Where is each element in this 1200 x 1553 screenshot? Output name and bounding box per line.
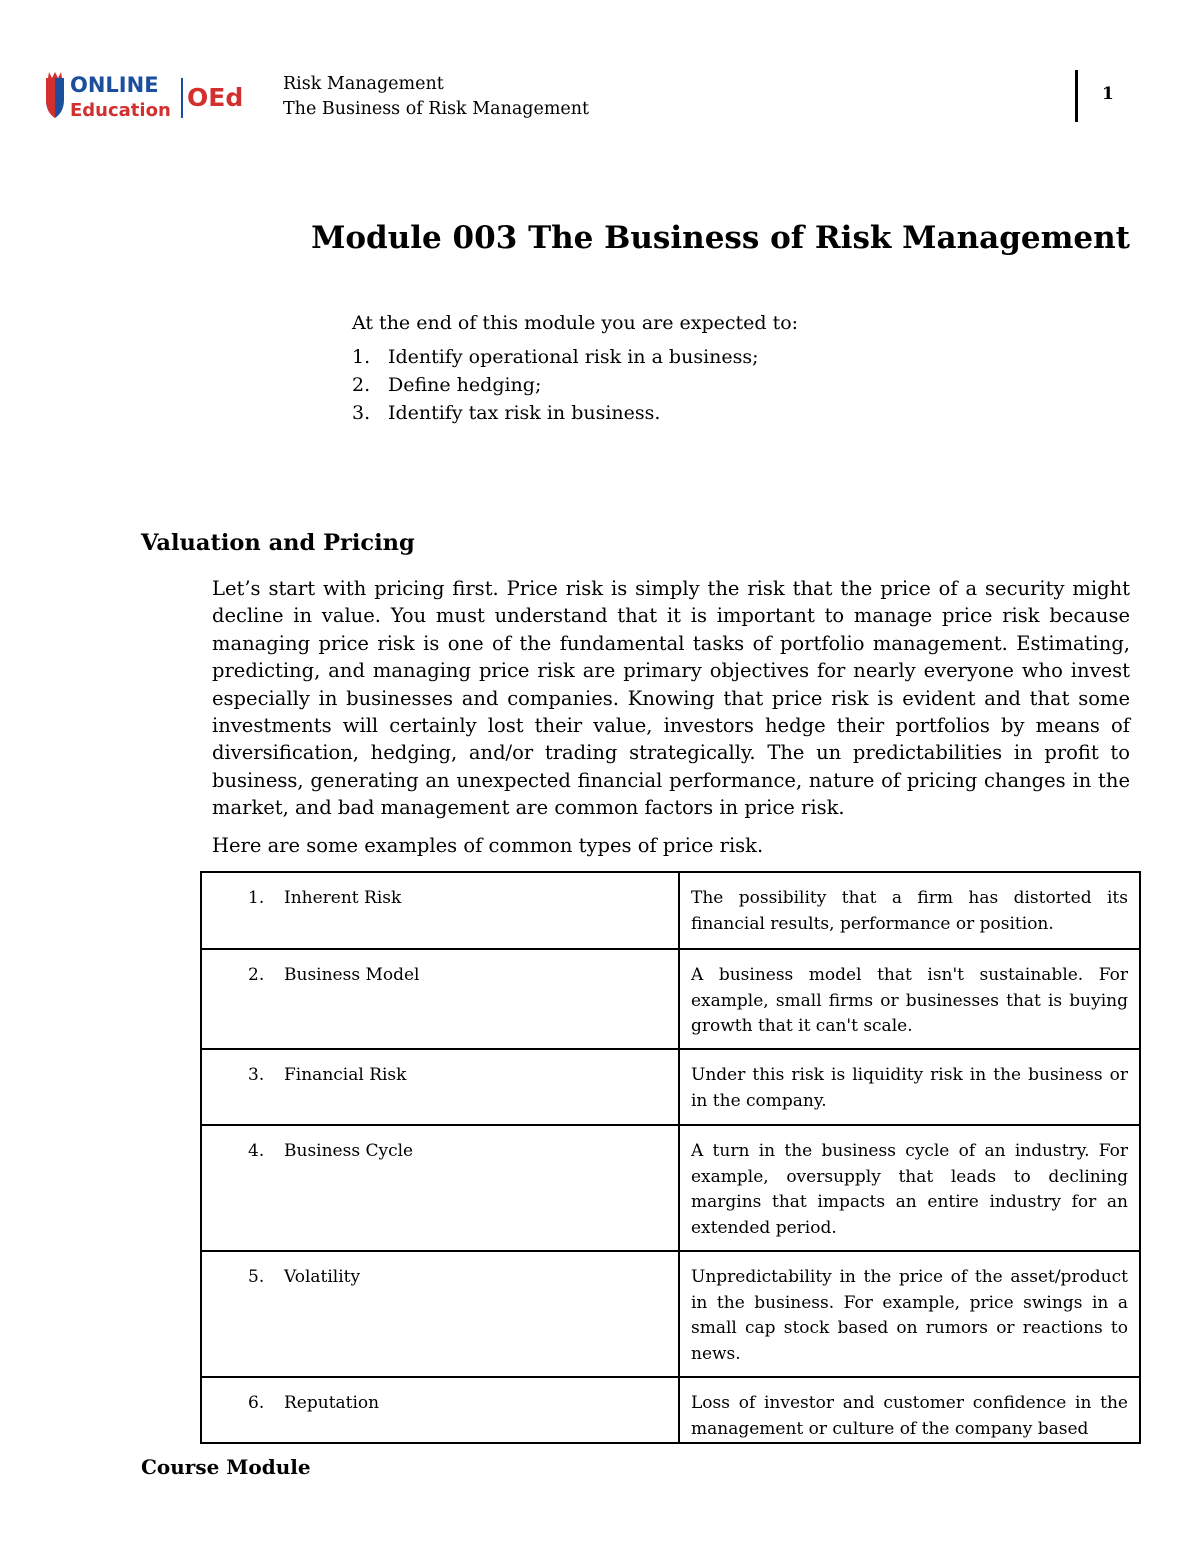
table-row: 3. Financial Risk Under this risk is liquidity risk in the business or in the company. bbox=[201, 1049, 1140, 1125]
risk-name: Financial Risk bbox=[284, 1065, 407, 1085]
table-row: 4. Business Cycle A turn in the business cycle of an industry. For example, oversupply that leads to declining margins that impacts an entire industry for an extended period. bbox=[201, 1125, 1140, 1251]
objective-item: 2. Define hedging; bbox=[352, 374, 542, 396]
risk-description: Under this risk is liquidity risk in the business or in the company. bbox=[691, 1065, 1128, 1111]
objectives bbox=[352, 312, 798, 427]
table-row: 2. Business Model A business model that isn't sustainable. For example, small firms or businesses that is buying growth that it can't scale. bbox=[201, 949, 1140, 1049]
risk-description: A business model that isn't sustainable. For example, small firms or businesses that is buying growth that it can't scale. bbox=[691, 965, 1128, 1036]
logo-online-text: ONLINE bbox=[70, 73, 159, 97]
table-row: 6. Reputation Loss of investor and customer confidence in the management or culture of the company based bbox=[201, 1377, 1140, 1443]
footer-course-module: Course Module bbox=[141, 1455, 311, 1479]
risk-description: Unpredictability in the price of the asset/product in the business. For example, price swings in a small cap stock based on rumors or reactions to news. bbox=[691, 1267, 1128, 1364]
page-number: 1 bbox=[1102, 84, 1114, 104]
logo-oed-text: OEd bbox=[187, 83, 244, 112]
examples-intro: Here are some examples of common types of price risk. bbox=[212, 834, 764, 857]
objectives-list bbox=[352, 343, 798, 427]
risk-name: Reputation bbox=[284, 1393, 380, 1413]
body-paragraph: Let’s start with pricing first. Price risk is simply the risk that the price of a security might decline in value. You must understand that it is important to manage price risk because managing price risk is one of the fundamental tasks of portfolio management. Estimating, predicting, and managing price risk are primary objectives for nearly everyone who invest especially in businesses and companies. Knowing that price risk is evident and that some investments will certainly lost their value, investors hedge their portfolios by means of diversification, hedging, and/or trading strategically. The un predictabilities in profit to business, generating an unexpected financial performance, nature of pricing changes in the market, and bad management are common factors in price risk. bbox=[212, 577, 1130, 820]
risk-description: The possibility that a firm has distorted its financial results, performance or position. bbox=[691, 888, 1128, 934]
objectives-intro: At the end of this module you are expected to: bbox=[352, 312, 799, 334]
header-divider bbox=[1075, 70, 1078, 122]
risk-name: Business Model bbox=[284, 965, 420, 985]
section-heading: Valuation and Pricing bbox=[141, 530, 415, 556]
risk-name: Volatility bbox=[284, 1267, 361, 1287]
header-subtitle: The Business of Risk Management bbox=[283, 99, 590, 119]
objective-item: 3. Identify tax risk in business. bbox=[352, 402, 661, 424]
document-title: Module 003 The Business of Risk Management bbox=[311, 220, 1130, 256]
price-risk-table bbox=[200, 871, 1141, 1444]
table-row: 1. Inherent Risk The possibility that a firm has distorted its financial results, performance or position. bbox=[201, 872, 1140, 949]
header-course: Risk Management bbox=[283, 74, 444, 94]
risk-name: Inherent Risk bbox=[284, 888, 402, 908]
risk-name: Business Cycle bbox=[284, 1141, 414, 1161]
running-header bbox=[283, 72, 589, 122]
risk-description: Loss of investor and customer confidence in the management or culture of the company based bbox=[691, 1393, 1128, 1439]
risk-description: A turn in the business cycle of an industry. For example, oversupply that leads to declining margins that impacts an entire industry for an extended period. bbox=[691, 1141, 1128, 1238]
table-row: 5. Volatility Unpredictability in the price of the asset/product in the business. For example, price swings in a small cap stock based on rumors or reactions to news. bbox=[201, 1251, 1140, 1377]
logo-education-text: Education bbox=[70, 100, 171, 121]
online-education-logo bbox=[42, 70, 252, 122]
objective-item: 1. Identify operational risk in a business; bbox=[352, 346, 759, 368]
